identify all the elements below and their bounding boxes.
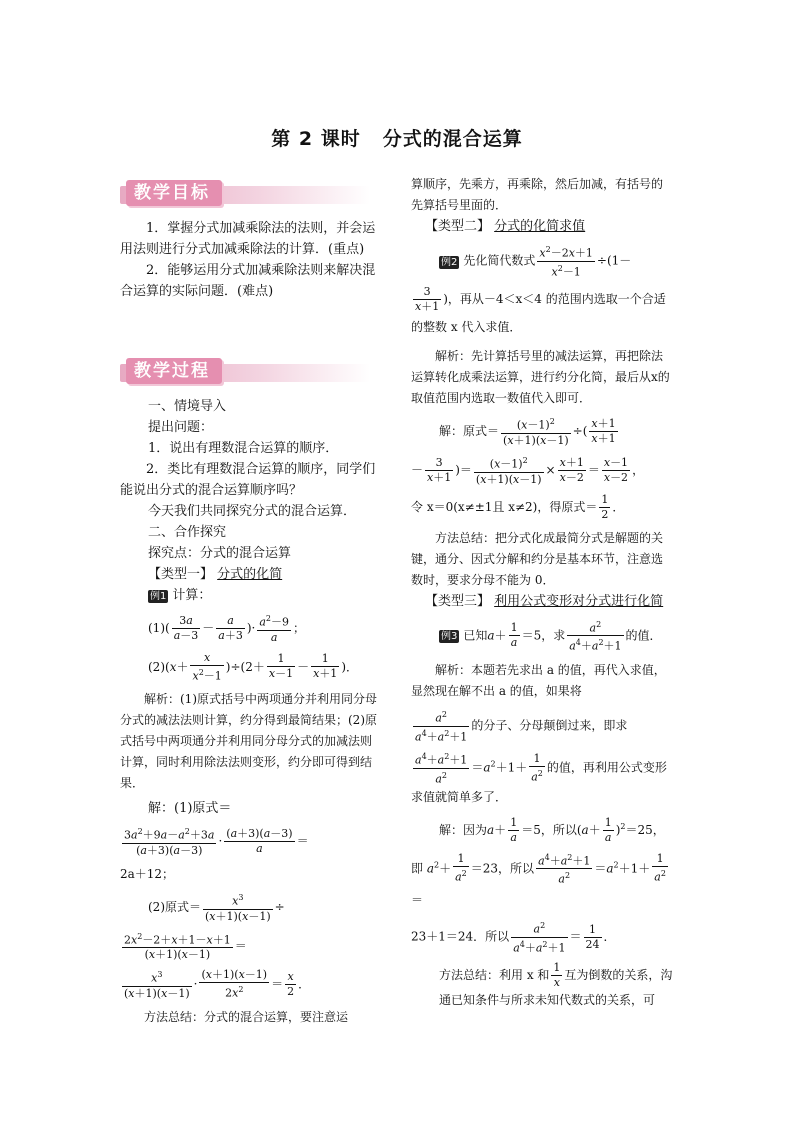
ex1-result-1: 2a＋12； <box>120 866 175 881</box>
example-2: 例2 先化简代数式 $\frac{x^2-2x+1}{x^2-1}$ ÷(1－ <box>441 245 632 279</box>
goal-1: 1．掌握分式加减乘除法的法则，并会运用法则进行分式加减乘除法的计算．(重点) <box>120 221 376 257</box>
left-column <box>120 178 382 1028</box>
ex1-part2-formula: (2)(x＋ $\frac{x}{x^2-1}$ )÷(2＋ $\frac{1}{x-1}$ － $\frac{1}{x+1}$ )． <box>148 650 358 683</box>
ex1-solution-2b: $\frac{2x^2-2+x+1-x+1}{(x+1)(x-1)}$ ＝ <box>124 931 247 962</box>
example-3: 例3 已知a＋ $\frac{1}{a}$ ＝5，求 $\frac{a^2}{a^4+a^2+1}$ 的值． <box>441 619 662 653</box>
question-1: 1．说出有理数混合运算的顺序． <box>148 441 339 456</box>
ex2-solution-1: 解：原式＝ $\frac{(x-1)^2}{(x+1)(x-1)}$ ÷( $\frac{x+1}{x+1}$ <box>439 417 616 447</box>
process-banner <box>120 360 370 386</box>
ex1-solution-2a: (2)原式＝ $\frac{x^3}{(x+1)(x-1)}$ ÷ <box>148 892 285 923</box>
process-banner-text: 教学过程 <box>134 361 210 381</box>
question-2: 2．类比有理数混合运算的顺序，同学们能说出分式的混合运算顺序吗？ <box>120 462 376 498</box>
ex2-let: 令 x＝0(x≠±1且 x≠2)，得原式＝ $\frac{1}{2}$ ． <box>411 492 625 521</box>
section-1: 一、情境导入 <box>148 399 227 414</box>
example-2-badge: 例2 <box>441 256 458 268</box>
ex1-solution-2c: $\frac{x^3}{(x+1)(x-1)}$ · $\frac{(x+1)(x-1)}{2x^2}$ ＝ $\frac{x}{2}$ ． <box>124 968 311 1000</box>
summary-1-continued: 算顺序，先乘方，再乘除，然后加减，有括号的先算括号里面的． <box>411 177 664 212</box>
type-3-name: 利用公式变形对分式进行化简 <box>494 593 664 609</box>
ex1-solution-head: 解：(1)原式＝ <box>148 801 232 817</box>
type-1-heading: 【类型一】 分式的化简 <box>148 567 283 582</box>
ex1-solution-1: $\frac{3a^2+9a-a^2+3a}{(a+3)(a-3)}$ · $\frac{(a+3)(a-3)}{a}$ ＝ <box>124 827 309 857</box>
explore-point: 探究点：分式的混合运算 <box>148 546 292 561</box>
ex2-solution-2: － $\frac{3}{x+1}$ )＝ $\frac{(x-1)^2}{(x+1)(x-1)}$ × $\frac{x+1}{x-2}$ ＝ $\frac{x-1}{x-2}$ ， <box>411 455 645 486</box>
ex2-summary: 方法总结：把分式化成最简分式是解题的关键，通分、因式分解和约分是基本环节，注意选数时，要求分母不能为 0． <box>411 530 664 587</box>
type-2-heading: 【类型二】 分式的化简求值 <box>425 219 586 234</box>
ex2-analysis: 解析：先计算括号里的减法运算，再把除法运算转化成乘法运算，进行约分化简，最后从x的取值范围内选取一数值代入即可． <box>411 349 670 406</box>
page-title <box>0 124 794 151</box>
goals-banner-text: 教学目标 <box>134 183 210 203</box>
today-text: 今天我们共同探究分式的混合运算． <box>148 504 357 519</box>
right-column <box>411 174 674 1017</box>
goals-banner <box>120 182 370 208</box>
example-1-badge: 例1 <box>150 591 167 602</box>
raise-question: 提出问题： <box>148 420 214 435</box>
ex1-part1-formula: (1)( $\frac{3a}{a-3}$ － $\frac{a}{a+3}$ )· $\frac{a^2-9}{a}$ ； <box>148 613 305 644</box>
ex3-solution-1: 解：因为a＋ $\frac{1}{a}$ ＝5，所以(a＋ $\frac{1}{a}$ )$^2$＝25， <box>439 815 665 844</box>
ex3-solution-2: 即 $a^2+$ $\frac{1}{a^2}$ ＝23，所以 $\frac{a^4+a^2+1}{a^2}$ $=a^2+1+$ $\frac{1}{a^2}$ ＝ <box>411 852 666 907</box>
lesson-topic: 分式的混合运算 <box>382 128 523 150</box>
ex3-summary: 方法总结：利用 x 和 $\frac{1}{x}$ 互为倒数的关系，沟通已知条件与所求未知代数式的关系，可 <box>439 961 673 1008</box>
ex3-analysis-c: $\frac{a^4+a^2+1}{a^2}$ $=a^2+1+$ $\frac{1}{a^2}$ 的值，再利用公式变形求值就简单多了． <box>411 752 667 804</box>
summary-1: 方法总结：分式的混合运算，要注意运 <box>144 1009 349 1024</box>
type-2-name: 分式的化简求值 <box>494 219 586 234</box>
type-1-name: 分式的化简 <box>217 567 283 582</box>
example-1: 例1 计算： <box>150 588 212 603</box>
lesson-number: 第 2 课时 <box>271 128 361 150</box>
section-2: 二、合作探究 <box>148 525 227 540</box>
ex3-analysis-b: $\frac{a^2}{a^4+a^2+1}$ 的分子、分母颠倒过来，即求 <box>415 709 628 744</box>
type-3-heading: 【类型三】 利用公式变形对分式进行化简 <box>425 593 664 609</box>
example-3-badge: 例3 <box>441 631 458 643</box>
ex3-analysis-a: 解析：本题若先求出 a 的值，再代入求值，显然现在解不出 a 的值，如果将 <box>411 662 666 698</box>
goal-2: 2．能够运用分式加减乘除法则来解决混合运算的实际问题．(难点) <box>120 263 376 299</box>
ex3-solution-3: 23＋1＝24．所以 $\frac{a^2}{a^4+a^2+1}$ ＝ $\frac{1}{24}$ ． <box>411 920 616 955</box>
ex1-analysis: 解析：(1)原式括号中两项通分并利用同分母分式的减法法则计算，约分得到最简结果；(2)原式括号中两项通分并利用同分母分式的加减法则计算，同时利用除法法则变形，约分即可得到结果． <box>120 692 377 791</box>
example-2-cont: $\frac{3}{x+1}$ )，再从－4＜x＜4 的范围内选取一个合适的整数 x 代入求值． <box>411 285 666 335</box>
